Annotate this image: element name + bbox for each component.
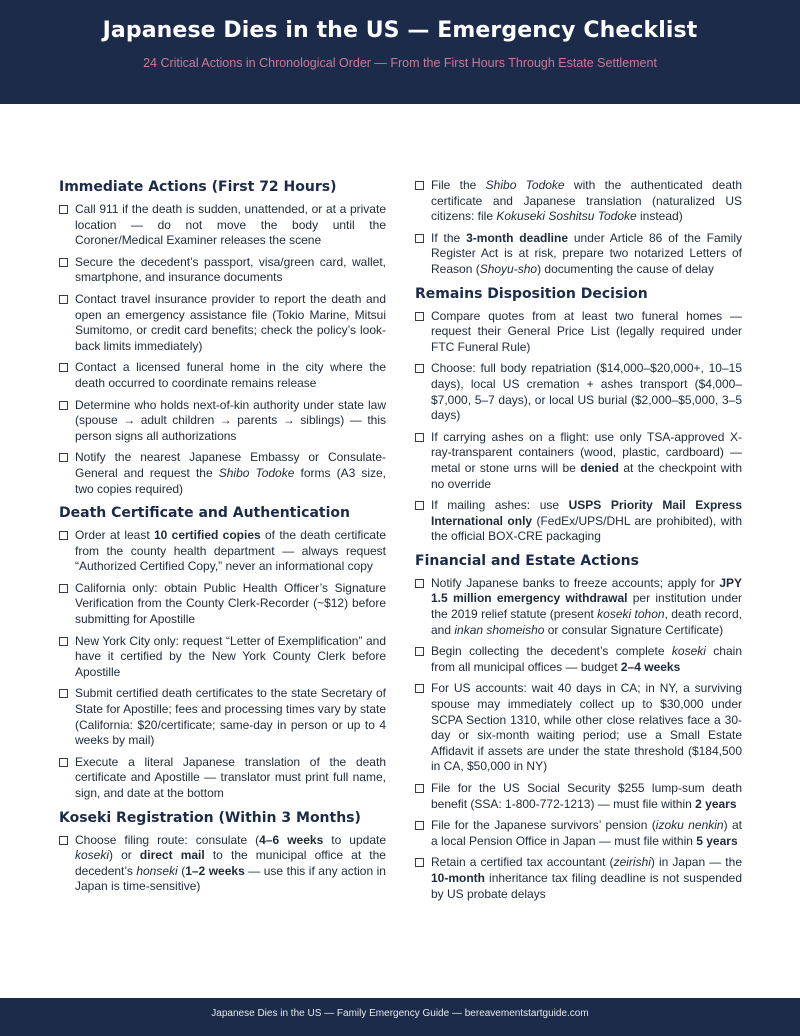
text-run: with the authenticated death certificate and Japanese translation (naturalized US citizens: file <box>431 178 743 224</box>
checklist-item <box>59 255 386 286</box>
left-column <box>59 177 386 901</box>
checkbox-icon[interactable] <box>415 364 424 373</box>
bold-text: direct mail <box>139 848 205 863</box>
bold-text: USPS Priority Mail Express International only <box>431 498 742 528</box>
italic-text: zeirishi <box>613 855 651 870</box>
text-run: ) in Japan — the <box>650 855 742 870</box>
checklist-item-text <box>431 361 742 422</box>
checklist-item <box>415 178 742 225</box>
section-title: Death Certificate and Authentication <box>59 505 350 522</box>
footer-text: Japanese Dies in the US — Family Emergency Guide — bereavementstartguide.com <box>211 1008 589 1019</box>
page-header <box>0 0 800 104</box>
text-run: instead) <box>636 209 683 224</box>
checklist-item-text <box>75 581 386 626</box>
italic-text: Shoyu-sho <box>479 261 538 276</box>
italic-text: honseki <box>136 863 178 878</box>
checkbox-icon[interactable] <box>415 501 424 510</box>
section-title: Financial and Estate Actions <box>415 552 639 569</box>
checklist-item-text <box>431 855 742 900</box>
checklist-item <box>415 576 742 638</box>
text-run: Execute a literal Japanese translation of the death certificate and Apostille — translator must print full name, sign, and date at the bottom <box>75 754 386 800</box>
text-run: New York City only: request “Letter of Exemplification” and have it certified by the New York County Clerk before Apostille <box>75 633 386 679</box>
checkbox-icon[interactable] <box>59 363 68 372</box>
checkbox-icon[interactable] <box>59 637 68 646</box>
italic-text: koseki <box>671 644 706 659</box>
checkbox-icon[interactable] <box>415 579 424 588</box>
text-run: per institution under the 2019 relief statute (present <box>431 591 742 622</box>
checklist-item-text <box>75 833 386 894</box>
checkbox-icon[interactable] <box>59 531 68 540</box>
checklist-item <box>415 498 742 545</box>
checklist-item <box>59 292 386 354</box>
text-run: under Article 86 of the Family Register Act is at risk, prepare two notarized Letters of Reason ( <box>431 230 742 276</box>
text-run: chain from all municipal offices — budget <box>431 644 742 674</box>
checklist-item <box>59 398 386 445</box>
checklist-item-text <box>75 202 386 247</box>
text-run: Begin collecting the decedent’s complete <box>431 644 672 659</box>
text-run: — use this if any action in Japan is time-sensitive) <box>75 863 386 894</box>
checklist-section <box>415 178 742 278</box>
checkbox-icon[interactable] <box>415 234 424 243</box>
checklist-item <box>59 755 386 802</box>
bold-text: 10-month <box>431 870 485 885</box>
text-run: Secure the decedent’s passport, visa/green card, wallet, smartphone, and insurance documents <box>75 254 386 285</box>
text-run: File the <box>431 178 486 192</box>
checkbox-icon[interactable] <box>59 453 68 462</box>
checklist-item <box>415 231 742 278</box>
italic-text: koseki <box>75 848 110 863</box>
text-run: Order at least <box>75 528 154 543</box>
text-run: File for the Japanese survivors’ pension ( <box>431 818 656 833</box>
text-run: If mailing ashes: use <box>431 498 569 513</box>
text-run: ) or <box>109 848 140 863</box>
checklist-section <box>415 551 742 902</box>
bold-text: 2–4 weeks <box>620 659 681 674</box>
section-title: Remains Disposition Decision <box>415 285 648 302</box>
bold-text: 10 certified copies <box>153 528 261 543</box>
text-run: to update <box>323 832 386 847</box>
checkbox-icon[interactable] <box>415 784 424 793</box>
bold-text: JPY 1.5 million emergency withdrawal <box>431 575 742 606</box>
checklist-item-text <box>431 644 742 674</box>
checkbox-icon[interactable] <box>59 258 68 267</box>
text-run: Submit certified death certificates to the state Secretary of State for Apostille; fees and processing times vary by state (California: $20/certificate; same-day in person or up to 4 weeks by mail) <box>75 686 386 748</box>
checklist-item-text <box>431 430 742 491</box>
bold-text: 4–6 weeks <box>259 832 324 847</box>
text-run: at the checkpoint with no override <box>431 460 742 491</box>
text-run: Compare quotes from at least two funeral homes — request their General Price List (legally required under FTC Funeral Rule) <box>431 308 742 354</box>
checklist-item-text <box>75 686 386 747</box>
section-title: Koseki Registration (Within 3 Months) <box>59 809 361 826</box>
italic-text: Shibo Todoke <box>218 465 295 480</box>
checklist-item <box>59 634 386 681</box>
checklist-section <box>415 284 742 545</box>
bold-text: denied <box>580 460 619 475</box>
text-run: , death record, and <box>431 607 742 637</box>
text-run: Determine who holds next-of-kin authority under state law (spouse → adult children → parents → siblings) — this person signs all authorizations <box>75 397 386 443</box>
checkbox-icon[interactable] <box>59 584 68 593</box>
text-run: inheritance tax filing deadline is not suspended by US probate delays <box>431 870 742 901</box>
text-run: California only: obtain Public Health Officer’s Signature Verification from the County Clerk-Recorder (~$12) before submitting for Apostille <box>75 580 386 627</box>
bold-text: 5 years <box>696 833 738 848</box>
text-run: ( <box>177 863 186 878</box>
italic-text: koseki tohon <box>597 607 665 622</box>
section-title: Immediate Actions (First 72 Hours) <box>59 179 337 195</box>
text-run: Retain a certified tax accountant ( <box>431 855 614 870</box>
checklist-item-text <box>431 681 742 773</box>
text-run: Choose: full body repatriation ($14,000–$20,000+, 10–15 days), local US cremation + ashes transport ($4,000–$7,000, 5–7 days), or local US burial ($2,000–$5,000, 3–5 days) <box>431 361 742 423</box>
bold-text: 3-month deadline <box>466 230 568 245</box>
checkbox-icon[interactable] <box>59 836 68 845</box>
text-run: ) documenting the cause of delay <box>537 261 714 276</box>
checkbox-icon[interactable] <box>415 647 424 656</box>
checkbox-icon[interactable] <box>415 858 424 867</box>
checklist-item <box>415 781 742 812</box>
checklist-item-text <box>75 360 386 390</box>
checklist-item <box>59 833 386 895</box>
page-title: Japanese Dies in the US — Emergency Checklist <box>102 18 698 43</box>
italic-text: inkan shomeisho <box>454 622 545 637</box>
checklist-item <box>59 581 386 628</box>
checklist-item-text <box>431 818 742 848</box>
checklist-section <box>59 503 386 802</box>
text-run: (FedEx/UPS/DHL are prohibited), with the official BOX-CRE packaging <box>431 513 742 544</box>
checklist-item-text <box>75 634 386 679</box>
text-run: If carrying ashes on a flight: use only TSA-approved X-ray-transparent containers (wood, plastic, cardboard) — metal or stone urns will be <box>431 429 742 475</box>
text-run: Call 911 if the death is sudden, unattended, or at a private location — do not move the body until the Coroner/Medical Examiner releases the scene <box>75 202 386 248</box>
checkbox-icon[interactable] <box>415 684 424 693</box>
checklist-item <box>415 644 742 675</box>
checkbox-icon[interactable] <box>415 312 424 321</box>
right-column <box>415 178 742 908</box>
checklist-item-text <box>431 231 742 276</box>
text-run: For US accounts: wait 40 days in CA; in NY, a surviving spouse may immediately collect up to $30,000 under SCPA Section 1310, while other close relatives face a 30-day or six-month waiting period; use a Small Estate Affidavit if assets are under the state threshold ($184,500 in CA, $50,000 in NY) <box>431 681 742 774</box>
italic-text: izoku nenkin <box>655 818 724 833</box>
page-footer <box>0 998 800 1036</box>
text-run: ) at a local Pension Office in Japan — must file within <box>431 818 743 848</box>
italic-text: Shibo Todoke <box>485 178 565 192</box>
text-run: If the <box>431 230 467 245</box>
checklist-item-text <box>75 528 386 573</box>
checklist-item <box>59 528 386 575</box>
text-run: forms (A3 size, two copies required) <box>75 465 386 496</box>
checkbox-icon[interactable] <box>59 205 68 214</box>
checklist-item-text <box>431 781 742 811</box>
checkbox-icon[interactable] <box>59 689 68 698</box>
italic-text: Kokuseki Soshitsu Todoke <box>496 209 637 224</box>
checklist-item-text <box>75 450 386 495</box>
checklist-section <box>59 808 386 895</box>
checklist-section <box>59 177 386 497</box>
bold-text: 2 years <box>695 796 737 811</box>
checklist-item-text <box>431 178 742 223</box>
text-run: Choose filing route: consulate ( <box>75 832 260 847</box>
checklist-item-text <box>431 576 742 637</box>
text-run: Notify the nearest Japanese Embassy or Consulate-General and request the <box>75 450 386 480</box>
text-run: or consular Signature Certificate) <box>544 622 724 637</box>
text-run: Contact a licensed funeral home in the city where the death occurred to coordinate remains release <box>75 360 386 390</box>
checklist-item <box>415 855 742 902</box>
text-run: Notify Japanese banks to freeze accounts; apply for <box>431 575 720 590</box>
text-run: File for the US Social Security $255 lump-sum death benefit (SSA: 1-800-772-1213) — must file within <box>431 781 742 811</box>
checkbox-icon[interactable] <box>59 401 68 410</box>
checklist-item <box>415 818 742 849</box>
checkbox-icon[interactable] <box>59 295 68 304</box>
checklist-item <box>59 202 386 249</box>
checkbox-icon[interactable] <box>415 433 424 442</box>
checklist-item <box>59 686 386 748</box>
checkbox-icon[interactable] <box>415 181 424 190</box>
text-run: to the municipal office at the decedent’s <box>75 848 386 878</box>
text-run: of the death certificate from the county health department — always request “Authorized Certified Copy,” never an informational copy <box>75 528 387 574</box>
bold-text: 1–2 weeks <box>185 863 245 878</box>
checklist-item-text <box>75 398 386 443</box>
checklist-item <box>415 681 742 775</box>
checklist-item <box>59 450 386 497</box>
checkbox-icon[interactable] <box>415 821 424 830</box>
checklist-item <box>415 309 742 356</box>
checklist-item <box>415 361 742 423</box>
checklist-item <box>415 430 742 492</box>
text-run: Contact travel insurance provider to report the death and open an emergency assistance file (Tokio Marine, Mitsui Sumitomo, or credit card benefits; check the policy’s look-back limits immediately) <box>75 291 386 353</box>
checklist-item-text <box>431 498 742 543</box>
checklist-item-text <box>75 255 386 285</box>
checklist-item <box>59 360 386 391</box>
checklist-item-text <box>431 309 742 354</box>
checkbox-icon[interactable] <box>59 758 68 767</box>
checklist-item-text <box>75 292 386 353</box>
page-subtitle: 24 Critical Actions in Chronological Order — From the First Hours Through Estate Settlement <box>143 56 657 70</box>
checklist-item-text <box>75 755 386 800</box>
